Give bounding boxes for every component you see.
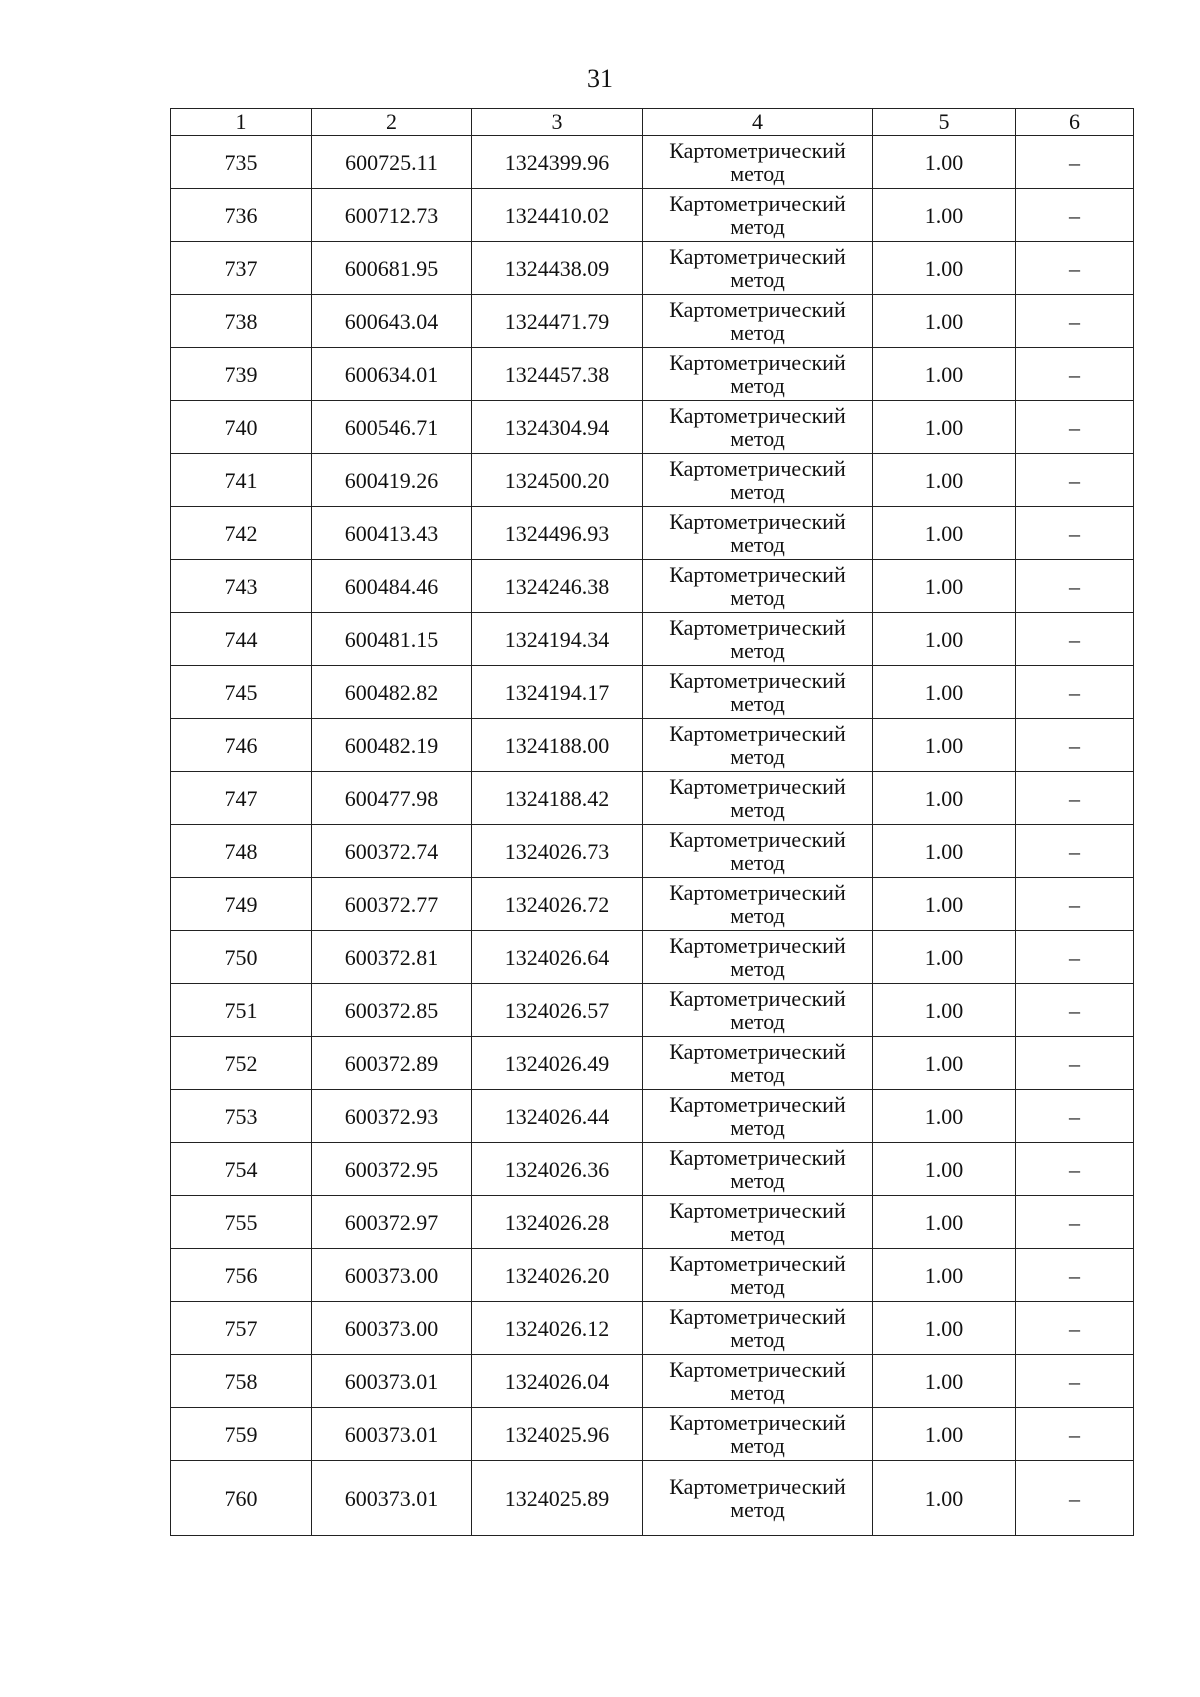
point-number-cell: 751 [171, 984, 312, 1037]
method-line-2: метод [730, 1221, 785, 1246]
accuracy-cell: 1.00 [873, 984, 1016, 1037]
x-coordinate-cell: 600413.43 [312, 507, 472, 560]
point-number-cell: 754 [171, 1143, 312, 1196]
y-coordinate-cell: 1324496.93 [472, 507, 643, 560]
method-line-2: метод [730, 267, 785, 292]
method-cell [643, 1249, 873, 1302]
table-row [171, 1143, 1134, 1196]
accuracy-cell: 1.00 [873, 1302, 1016, 1355]
method-line-1: Картометрический [669, 191, 846, 216]
point-number-cell: 745 [171, 666, 312, 719]
method-line-2: метод [730, 1168, 785, 1193]
table-row [171, 507, 1134, 560]
x-coordinate-cell: 600482.19 [312, 719, 472, 772]
method-line-2: метод [730, 797, 785, 822]
accuracy-cell: 1.00 [873, 825, 1016, 878]
accuracy-cell: 1.00 [873, 560, 1016, 613]
method-line-1: Картометрический [669, 986, 846, 1011]
method-line-1: Картометрический [669, 403, 846, 428]
y-coordinate-cell: 1324188.42 [472, 772, 643, 825]
table-header-row [171, 109, 1134, 136]
x-coordinate-cell: 600481.15 [312, 613, 472, 666]
point-number-cell: 756 [171, 1249, 312, 1302]
accuracy-cell: 1.00 [873, 242, 1016, 295]
table-row [171, 984, 1134, 1037]
description-cell: – [1016, 1355, 1134, 1408]
description-cell: – [1016, 1461, 1134, 1536]
method-cell [643, 401, 873, 454]
y-coordinate-cell: 1324026.36 [472, 1143, 643, 1196]
description-cell: – [1016, 1302, 1134, 1355]
description-cell: – [1016, 136, 1134, 189]
method-line-2: метод [730, 850, 785, 875]
accuracy-cell: 1.00 [873, 1408, 1016, 1461]
y-coordinate-cell: 1324399.96 [472, 136, 643, 189]
x-coordinate-cell: 600372.77 [312, 878, 472, 931]
x-coordinate-cell: 600372.81 [312, 931, 472, 984]
table-row [171, 560, 1134, 613]
method-line-2: метод [730, 532, 785, 557]
x-coordinate-cell: 600712.73 [312, 189, 472, 242]
table-row [171, 878, 1134, 931]
method-line-2: метод [730, 1009, 785, 1034]
table-row [171, 666, 1134, 719]
page-number: 31 [587, 64, 613, 93]
x-coordinate-cell: 600372.85 [312, 984, 472, 1037]
table-row [171, 1249, 1134, 1302]
y-coordinate-cell: 1324026.49 [472, 1037, 643, 1090]
x-coordinate-cell: 600372.97 [312, 1196, 472, 1249]
accuracy-cell: 1.00 [873, 348, 1016, 401]
y-coordinate-cell: 1324025.89 [472, 1461, 643, 1536]
method-cell [643, 1143, 873, 1196]
point-number-cell: 738 [171, 295, 312, 348]
method-cell [643, 1090, 873, 1143]
description-cell: – [1016, 242, 1134, 295]
accuracy-cell: 1.00 [873, 613, 1016, 666]
point-number-cell: 740 [171, 401, 312, 454]
description-cell: – [1016, 613, 1134, 666]
description-cell: – [1016, 931, 1134, 984]
accuracy-cell: 1.00 [873, 295, 1016, 348]
x-coordinate-cell: 600373.00 [312, 1249, 472, 1302]
y-coordinate-cell: 1324304.94 [472, 401, 643, 454]
point-number-cell: 752 [171, 1037, 312, 1090]
table-row [171, 1302, 1134, 1355]
description-cell: – [1016, 719, 1134, 772]
method-line-1: Картометрический [669, 244, 846, 269]
y-coordinate-cell: 1324026.04 [472, 1355, 643, 1408]
method-line-2: метод [730, 903, 785, 928]
x-coordinate-cell: 600643.04 [312, 295, 472, 348]
method-line-2: метод [730, 1497, 785, 1522]
y-coordinate-cell: 1324194.17 [472, 666, 643, 719]
method-cell [643, 1355, 873, 1408]
table-row [171, 613, 1134, 666]
method-line-1: Картометрический [669, 1198, 846, 1223]
description-cell: – [1016, 878, 1134, 931]
column-header: 6 [1016, 109, 1134, 136]
accuracy-cell: 1.00 [873, 772, 1016, 825]
description-cell: – [1016, 1090, 1134, 1143]
method-line-1: Картометрический [669, 615, 846, 640]
x-coordinate-cell: 600546.71 [312, 401, 472, 454]
method-cell [643, 507, 873, 560]
method-line-1: Картометрический [669, 880, 846, 905]
y-coordinate-cell: 1324026.73 [472, 825, 643, 878]
method-cell [643, 136, 873, 189]
method-line-1: Картометрический [669, 721, 846, 746]
method-line-1: Картометрический [669, 933, 846, 958]
point-number-cell: 739 [171, 348, 312, 401]
method-line-1: Картометрический [669, 1474, 846, 1499]
description-cell: – [1016, 189, 1134, 242]
x-coordinate-cell: 600477.98 [312, 772, 472, 825]
column-header: 4 [643, 109, 873, 136]
method-line-2: метод [730, 426, 785, 451]
accuracy-cell: 1.00 [873, 719, 1016, 772]
method-cell [643, 1408, 873, 1461]
method-line-1: Картометрический [669, 350, 846, 375]
description-cell: – [1016, 825, 1134, 878]
method-cell [643, 242, 873, 295]
point-number-cell: 748 [171, 825, 312, 878]
accuracy-cell: 1.00 [873, 666, 1016, 719]
x-coordinate-cell: 600373.00 [312, 1302, 472, 1355]
y-coordinate-cell: 1324188.00 [472, 719, 643, 772]
point-number-cell: 737 [171, 242, 312, 295]
accuracy-cell: 1.00 [873, 1037, 1016, 1090]
table-row [171, 931, 1134, 984]
method-line-2: метод [730, 1274, 785, 1299]
method-line-1: Картометрический [669, 1145, 846, 1170]
table-row [171, 825, 1134, 878]
x-coordinate-cell: 600372.93 [312, 1090, 472, 1143]
x-coordinate-cell: 600681.95 [312, 242, 472, 295]
method-line-1: Картометрический [669, 1251, 846, 1276]
x-coordinate-cell: 600372.74 [312, 825, 472, 878]
y-coordinate-cell: 1324194.34 [472, 613, 643, 666]
table-row [171, 189, 1134, 242]
point-number-cell: 750 [171, 931, 312, 984]
method-line-2: метод [730, 214, 785, 239]
table-row [171, 136, 1134, 189]
point-number-cell: 760 [171, 1461, 312, 1536]
y-coordinate-cell: 1324026.44 [472, 1090, 643, 1143]
table-row [171, 454, 1134, 507]
x-coordinate-cell: 600419.26 [312, 454, 472, 507]
y-coordinate-cell: 1324500.20 [472, 454, 643, 507]
x-coordinate-cell: 600482.82 [312, 666, 472, 719]
description-cell: – [1016, 666, 1134, 719]
table-row [171, 295, 1134, 348]
method-line-2: метод [730, 1062, 785, 1087]
x-coordinate-cell: 600373.01 [312, 1408, 472, 1461]
table-row [171, 1196, 1134, 1249]
method-cell [643, 984, 873, 1037]
method-cell [643, 613, 873, 666]
method-cell [643, 560, 873, 613]
method-line-1: Картометрический [669, 297, 846, 322]
accuracy-cell: 1.00 [873, 189, 1016, 242]
description-cell: – [1016, 560, 1134, 613]
x-coordinate-cell: 600484.46 [312, 560, 472, 613]
description-cell: – [1016, 984, 1134, 1037]
method-line-1: Картометрический [669, 138, 846, 163]
method-line-2: метод [730, 479, 785, 504]
y-coordinate-cell: 1324471.79 [472, 295, 643, 348]
point-number-cell: 755 [171, 1196, 312, 1249]
y-coordinate-cell: 1324026.12 [472, 1302, 643, 1355]
point-number-cell: 736 [171, 189, 312, 242]
table-row [171, 1408, 1134, 1461]
method-line-1: Картометрический [669, 1092, 846, 1117]
accuracy-cell: 1.00 [873, 507, 1016, 560]
method-line-2: метод [730, 744, 785, 769]
method-line-2: метод [730, 320, 785, 345]
y-coordinate-cell: 1324026.20 [472, 1249, 643, 1302]
table-row [171, 1461, 1134, 1536]
description-cell: – [1016, 454, 1134, 507]
accuracy-cell: 1.00 [873, 454, 1016, 507]
y-coordinate-cell: 1324025.96 [472, 1408, 643, 1461]
point-number-cell: 747 [171, 772, 312, 825]
method-cell [643, 1302, 873, 1355]
method-cell [643, 825, 873, 878]
y-coordinate-cell: 1324026.28 [472, 1196, 643, 1249]
description-cell: – [1016, 401, 1134, 454]
accuracy-cell: 1.00 [873, 1249, 1016, 1302]
accuracy-cell: 1.00 [873, 1355, 1016, 1408]
method-cell [643, 719, 873, 772]
method-line-1: Картометрический [669, 562, 846, 587]
description-cell: – [1016, 348, 1134, 401]
accuracy-cell: 1.00 [873, 1196, 1016, 1249]
description-cell: – [1016, 295, 1134, 348]
accuracy-cell: 1.00 [873, 1143, 1016, 1196]
method-line-2: метод [730, 1380, 785, 1405]
method-line-1: Картометрический [669, 668, 846, 693]
method-line-2: метод [730, 161, 785, 186]
accuracy-cell: 1.00 [873, 878, 1016, 931]
method-line-2: метод [730, 1115, 785, 1140]
point-number-cell: 743 [171, 560, 312, 613]
method-cell [643, 666, 873, 719]
point-number-cell: 735 [171, 136, 312, 189]
description-cell: – [1016, 772, 1134, 825]
method-cell [643, 931, 873, 984]
method-line-2: метод [730, 638, 785, 663]
method-line-2: метод [730, 956, 785, 981]
y-coordinate-cell: 1324026.64 [472, 931, 643, 984]
method-cell [643, 1461, 873, 1536]
y-coordinate-cell: 1324026.57 [472, 984, 643, 1037]
point-number-cell: 749 [171, 878, 312, 931]
y-coordinate-cell: 1324026.72 [472, 878, 643, 931]
method-line-2: метод [730, 1327, 785, 1352]
y-coordinate-cell: 1324410.02 [472, 189, 643, 242]
point-number-cell: 753 [171, 1090, 312, 1143]
method-line-1: Картометрический [669, 509, 846, 534]
x-coordinate-cell: 600372.89 [312, 1037, 472, 1090]
accuracy-cell: 1.00 [873, 1090, 1016, 1143]
table-row [171, 348, 1134, 401]
column-header: 1 [171, 109, 312, 136]
method-line-1: Картометрический [669, 774, 846, 799]
accuracy-cell: 1.00 [873, 931, 1016, 984]
method-line-1: Картометрический [669, 1410, 846, 1435]
accuracy-cell: 1.00 [873, 1461, 1016, 1536]
description-cell: – [1016, 1143, 1134, 1196]
point-number-cell: 746 [171, 719, 312, 772]
accuracy-cell: 1.00 [873, 401, 1016, 454]
method-line-1: Картометрический [669, 1039, 846, 1064]
point-number-cell: 741 [171, 454, 312, 507]
x-coordinate-cell: 600372.95 [312, 1143, 472, 1196]
coordinates-table [170, 108, 1134, 1536]
description-cell: – [1016, 1249, 1134, 1302]
y-coordinate-cell: 1324438.09 [472, 242, 643, 295]
method-cell [643, 878, 873, 931]
method-cell [643, 454, 873, 507]
table-row [171, 719, 1134, 772]
point-number-cell: 744 [171, 613, 312, 666]
method-cell [643, 1037, 873, 1090]
x-coordinate-cell: 600725.11 [312, 136, 472, 189]
point-number-cell: 759 [171, 1408, 312, 1461]
y-coordinate-cell: 1324457.38 [472, 348, 643, 401]
method-line-1: Картометрический [669, 827, 846, 852]
method-cell [643, 772, 873, 825]
method-cell [643, 1196, 873, 1249]
method-line-2: метод [730, 373, 785, 398]
point-number-cell: 758 [171, 1355, 312, 1408]
column-header: 3 [472, 109, 643, 136]
table-row [171, 1090, 1134, 1143]
description-cell: – [1016, 1408, 1134, 1461]
description-cell: – [1016, 1037, 1134, 1090]
method-line-1: Картометрический [669, 1357, 846, 1382]
column-header: 5 [873, 109, 1016, 136]
method-line-2: метод [730, 585, 785, 610]
method-line-2: метод [730, 1433, 785, 1458]
y-coordinate-cell: 1324246.38 [472, 560, 643, 613]
method-cell [643, 348, 873, 401]
table-row [171, 1037, 1134, 1090]
method-line-1: Картометрический [669, 456, 846, 481]
x-coordinate-cell: 600634.01 [312, 348, 472, 401]
description-cell: – [1016, 1196, 1134, 1249]
column-header: 2 [312, 109, 472, 136]
x-coordinate-cell: 600373.01 [312, 1355, 472, 1408]
accuracy-cell: 1.00 [873, 136, 1016, 189]
table-row [171, 401, 1134, 454]
method-line-1: Картометрический [669, 1304, 846, 1329]
x-coordinate-cell: 600373.01 [312, 1461, 472, 1536]
point-number-cell: 757 [171, 1302, 312, 1355]
method-line-2: метод [730, 691, 785, 716]
method-cell [643, 189, 873, 242]
description-cell: – [1016, 507, 1134, 560]
table-row [171, 242, 1134, 295]
method-cell [643, 295, 873, 348]
point-number-cell: 742 [171, 507, 312, 560]
table-row [171, 1355, 1134, 1408]
table-row [171, 772, 1134, 825]
